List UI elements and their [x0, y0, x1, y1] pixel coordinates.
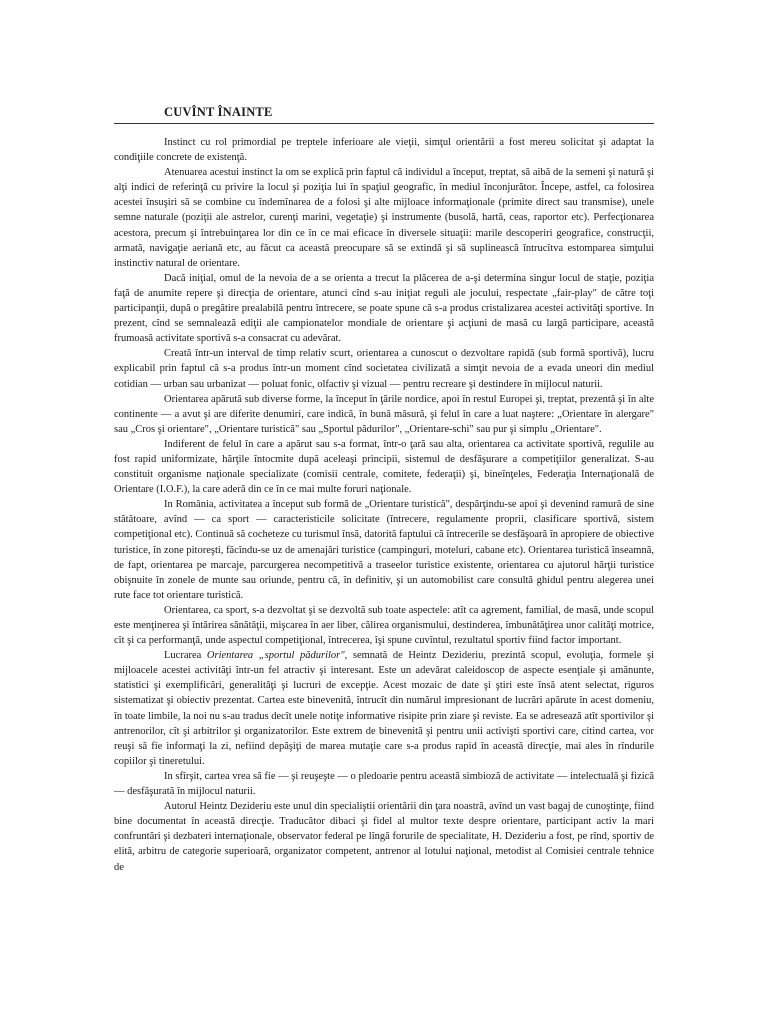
document-page: [114, 104, 654, 875]
section-heading: CUVÎNT ÎNAINTE: [164, 105, 273, 119]
book-title: Orientarea „sportul pădurilor",: [206, 650, 348, 662]
paragraph: Creată într-un interval de timp relativ scurt, orientarea a cunoscut o dezvoltare rapidă (sub formă sportivă), lucru explicabil prin faptul că s-a produs într-un moment cînd societatea civilizată a simţit nevoia de a evada uneori din mediul cotidian — urban sau urbanizat — poluat fonic, olfactiv şi vizual — pentru recreare şi destindere în mijlocul naturii.: [114, 348, 654, 390]
paragraph: Orientarea apărută sub diverse forme, la început în ţările nordice, apoi în restul Europei şi, treptat, prezentă şi în alte continente — a avut şi are diferite denumiri, care indică, în bună măsură, şi felul în care a luat naştere: „Orientare în alergare" sau „Cros şi orientare", „Orientare turistică" sau „Sportul pădurilor", „Orientare-schi" sau pur şi simplu „Orientare".: [114, 393, 654, 435]
paragraph: In sfîrşit, cartea vrea să fie — şi reuşeşte — o pledoarie pentru această simbioză de activitate — intelectuală şi fizică — desfăşurată în mijlocul naturii.: [114, 770, 654, 798]
paragraph: Indiferent de felul în care a apărut sau s-a format, într-o ţară sau alta, orientarea ca activitate sportivă, regulile au fost rapid uniformizate, hărţile întocmite după aceleaşi principii, sistemul de desfăşurare a competiţiilor generalizat. S-au constituit organisme naţionale specializate (comisii centrale, comitete, federaţii) şi, bineînţeles, Federaţia Internaţională de Orientare (I.O.F.), la care aderă din ce în ce mai multe foruri naţionale.: [114, 438, 654, 496]
paragraph: In România, activitatea a început sub formă de „Orientare turistică", despărţindu-se apoi şi devenind ramură de sine stătătoare, avînd — ca sport — caracteristicile solicitate (întrecere, regulamente proprii, clasificare sportivă, sistem competiţional etc). Continuă să cocheteze cu turismul însă, datorită faptului că întrecerile se desfăşoară în apropiere de obiective turistice, în zone pitoreşti, făcîndu-se uz de amenajări turistice (campinguri, moteluri, cabane etc). Orientarea turistică înseamnă, de fapt, orientarea pe marcaje, parcurgerea necompetitivă a traseelor turistice existente, orientarea cu ajutorul hărţii turistice obişnuite în zonele de munte sau oriunde, pentru că, în definitiv, şi un automobilist care consultă ghidul pentru alegerea unei rute face tot orientare turistică.: [114, 499, 654, 601]
paragraph: Instinct cu rol primordial pe treptele inferioare ale vieţii, simţul orientării a fost mereu solicitat şi adaptat la condiţiile concrete de existenţă.: [114, 137, 654, 164]
paragraph: Dacă iniţial, omul de la nevoia de a se orienta a trecut la plăcerea de a-şi determina singur locul de staţie, poziţia faţă de anumite repere şi direcţia de orientare, atunci cînd s-au iniţiat reguli ale jocului, respectate „fair-play" de către toţi participanţii, după o pregătire prealabilă pentru întrecere, se poate spune că s-a produs cristalizarea acestei activităţi sportive. In prezent, cînd se semnalează ediţii ale campionatelor mondiale de orientare şi acţiuni de masă cu largă participare, această frumoasă activitate sportivă s-a consacrat cu adevărat.: [114, 272, 654, 345]
body-text: [114, 135, 654, 875]
paragraph: Lucrarea Orientarea „sportul pădurilor", semnată de Heintz Dezideriu, prezintă scopul, evoluţia, formele şi mijloacele acestei activităţi într-un fel atractiv şi interesant. Este un adevărat caleidoscop de aspecte esenţiale şi amănunte, statistici şi exemplificări, generalităţi şi lucruri de excepţie. Acest mozaic de date şi ştiri este însă atent selectat, riguros sistematizat şi obiectiv prezentat. Cartea este binevenită, întrucît din numărul impresionant de lucrări apărute în acest domeniu, în toate limbile, la noi nu s-au tradus decît unele notiţe informative risipite prin ziare şi reviste. Ea se adresează atît sportivilor şi antrenorilor, cît şi arbitrilor şi organizatorilor. Este extrem de binevenită şi pentru unii activişti sportivi care, citind cartea, vor reuşi să fie informaţi la zi, nefiind depăşiţi de marea mutaţie care s-a produs rapid în această direcţie, mai ales în rîndurile copiilor şi tineretului.: [114, 650, 654, 767]
heading-divider: [114, 123, 654, 124]
paragraph: Atenuarea acestui instinct la om se explică prin faptul că individul a început, treptat, să aibă de la semeni şi natură şi alţi indici de referinţă cu privire la locul şi poziţia lui în spaţiul geografic, în mediul înconjurător. Începe, astfel, ca folosirea acestei însuşiri să se combine cu îndemînarea de a folosi şi alte mijloace informaţionale (primite direct sau transmise), unele semne naturale (poziţii ale astrelor, curenţi marini, vegetaţie) şi instrumente (busolă, hartă, ceas, raportor etc). Perfecţionarea acestora, precum şi întrebuinţarea lor din ce în ce mai eficace în diversele situaţii: marile descoperiri geografice, construcţii, armată, navigaţie aeriană etc, au făcut ca această preocupare să se extindă şi să suplinească întrucîtva estomparea simţului instinctiv natural de orientare.: [114, 167, 654, 269]
paragraph: Orientarea, ca sport, s-a dezvoltat şi se dezvoltă sub toate aspectele: atît ca agrement, familial, de masă, unde scopul este menţinerea şi întărirea sănătăţii, mişcarea în aer liber, călirea organismului, destinderea, îmbunătăţirea unor calităţi motrice, cît şi ca performanţă, unde aspectul competiţional, întrecerea, îşi spune cuvîntul, rezultatul sportiv fiind factor important.: [114, 604, 654, 647]
paragraph: Autorul Heintz Dezideriu este unul din specialiştii orientării din ţara noastră, avînd un vast bagaj de cunoştinţe, fiind bine documentat în această direcţie. Traducător dibaci şi fidel al multor texte despre orientare, participant activ la mari confruntări şi dezbateri internaţionale, observator federal pe lîngă forurile de specialitate, H. Dezideriu a fost, pe rînd, sportiv de elită, arbitru de categorie superioară, organizator competent, antrenor al lotului naţional, metodist al Comisiei centrale tehnice de: [114, 801, 654, 873]
